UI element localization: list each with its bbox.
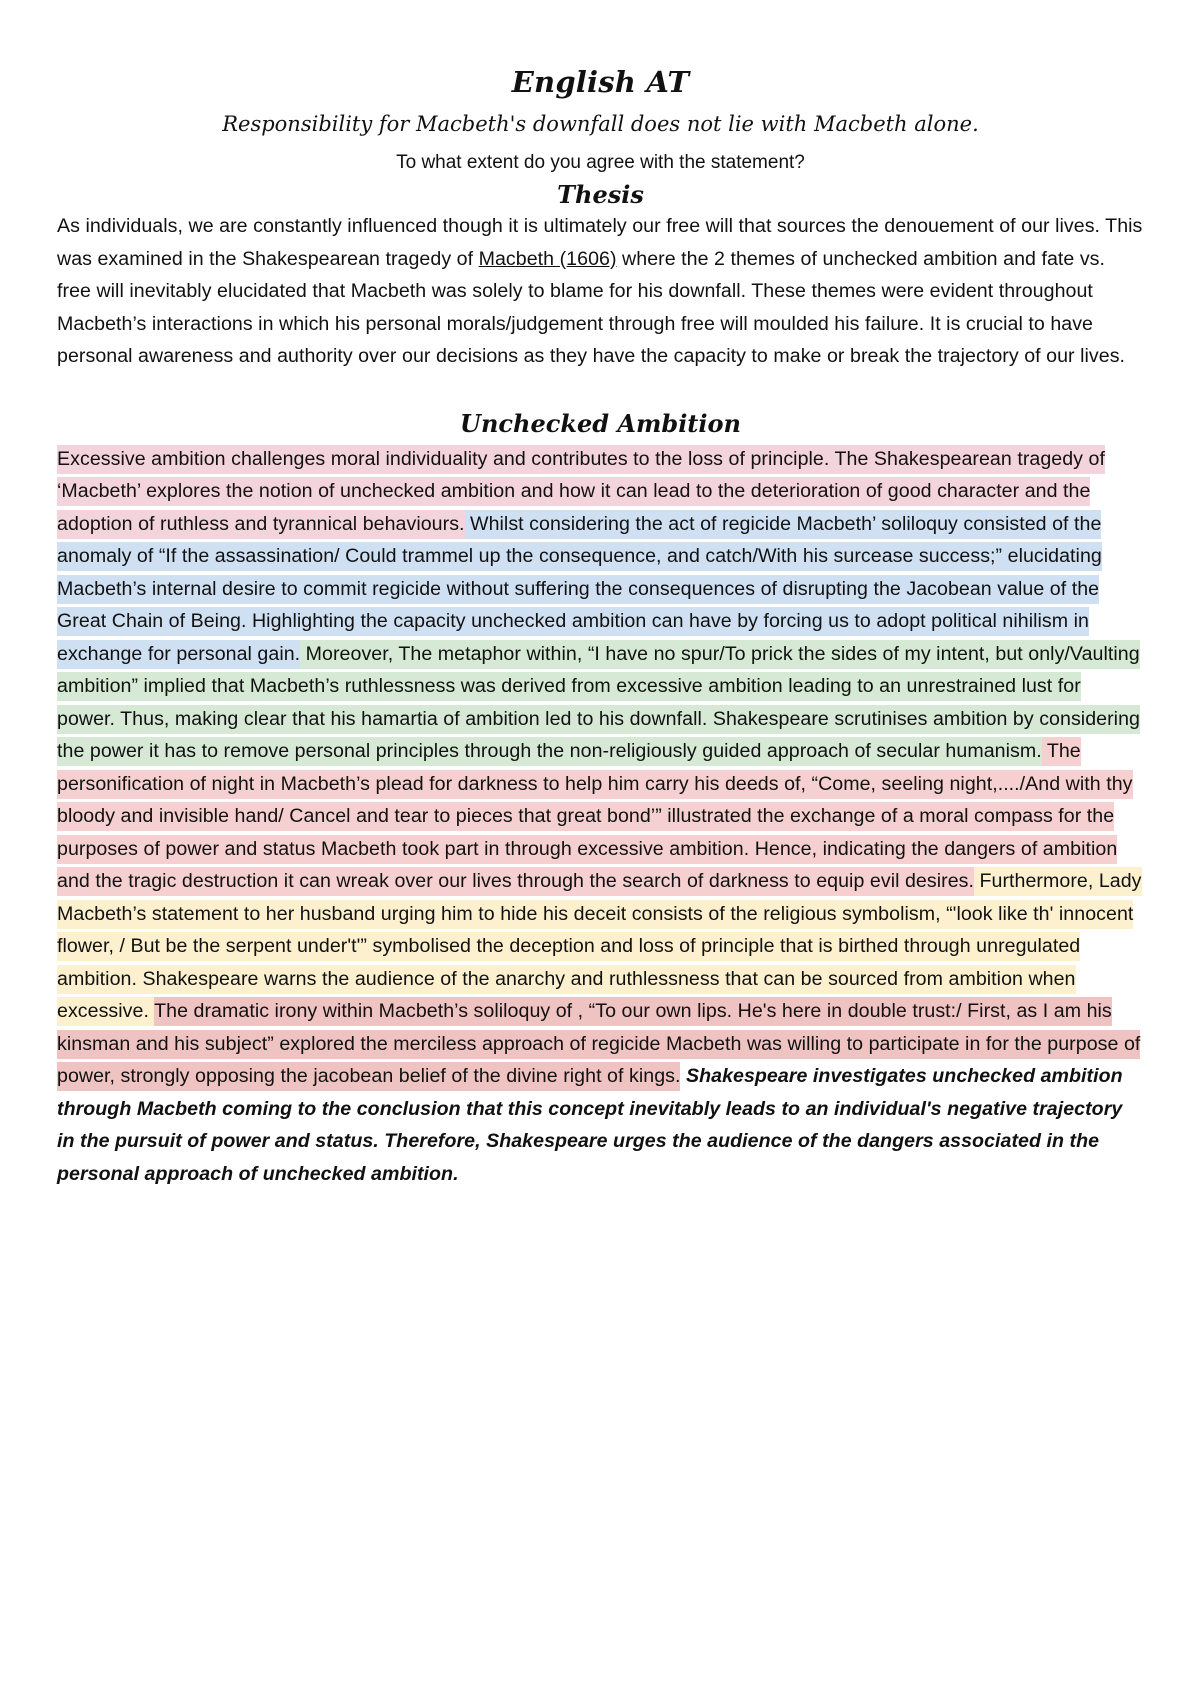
play-title: Macbeth (1606) [478,247,617,270]
conclusion-sentence: Shakespeare investigates unchecked ambition through Macbeth coming to the conclusion that this concept inevitably leads to an individual's negative trajectory in the pursuit of power and status. Therefore, Shakespeare urges the audience of the dangers associated in the personal approach of unchecked ambition. [57,1065,1123,1185]
thesis-paragraph [57,210,1144,373]
thesis-text-start: As individuals, we are constantly influenced though it is ultimately our free will that sources the denouement of our lives. This was examined in the Shakespearean tragedy of [57,215,1143,270]
thesis-text-end: where the 2 themes of unchecked ambition and fate vs. free will inevitably elucidated that Macbeth was solely to blame for his downfall. These themes were evident throughout Macbeth’s interactions in which his personal morals/judgement through free will moulded his failure. It is crucial to have personal awareness and authority over our decisions as they have the capacity to make or break the trajectory of our lives. [57,247,1126,367]
highlighted-segment-topic: Excessive ambition challenges moral individuality and contributes to the loss of principle. The Shakespearean tragedy of ‘Macbeth’ explores the notion of unchecked ambition and how it can lead to the deterioration of good character and the adoption of ruthless and tyrannical behaviours. [57,445,1105,539]
ambition-paragraph [57,443,1144,1191]
highlighted-segment-personification: The personification of night in Macbeth’s plead for darkness to help him carry his deeds of, “Come, seeling night,..../And with thy bloody and invisible hand/ Cancel and tear to pieces that great bond’” illustrated the exchange of a moral compass for the purposes of power and status Macbeth took part in through excessive ambition. Hence, indicating the dangers of ambition and the tragic destruction it can wreak over our lives through the search of darkness to equip evil desires. [57,737,1133,896]
highlighted-segment-irony: The dramatic irony within Macbeth’s soliloquy of , “To our own lips. He's here in double trust:/ First, as I am his kinsman and his subject” explored the merciless approach of regicide Macbeth was willing to participate in for the purpose of power, strongly opposing the jacobean belief of the divine right of kings. [57,997,1140,1091]
thesis-heading: Thesis [557,180,644,209]
essay-question: To what extent do you agree with the statement? [396,152,805,173]
essay-statement: Responsibility for Macbeth's downfall does not lie with Macbeth alone. [222,112,979,136]
highlighted-segment-metaphor: Moreover, The metaphor within, “I have no spur/To prick the sides of my intent, but only/Vaulting ambition” implied that Macbeth’s ruthlessness was derived from excessive ambition leading to an unrestrained lust for power. Thus, making clear that his hamartia of ambition led to his downfall. Shakespeare scrutinises ambition by considering the power it has to remove personal principles through the non-religiously guided approach of secular humanism. [57,640,1140,767]
document-title: English AT [511,65,690,99]
highlighted-segment-soliloquy: Whilst considering the act of regicide Macbeth’ soliloquy consisted of the anomaly of “If the assassination/ Could trammel up the consequence, and catch/With his surcease success;” elucidating Macbeth’s internal desire to commit regicide without suffering the consequences of disrupting the Jacobean value of the Great Chain of Being. Highlighting the capacity unchecked ambition can have by forcing us to adopt political nihilism in exchange for personal gain. [57,510,1102,669]
ambition-heading: Unchecked Ambition [460,408,741,438]
highlighted-segment-symbolism: Furthermore, Lady Macbeth’s statement to her husband urging him to hide his deceit consists of the religious symbolism, “'look like th' innocent flower, / But be the serpent under't'” symbolised the deception and loss of principle that is birthed through unregulated ambition. Shakespeare warns the audience of the anarchy and ruthlessness that can be sourced from ambition when excessive. [57,867,1142,1026]
